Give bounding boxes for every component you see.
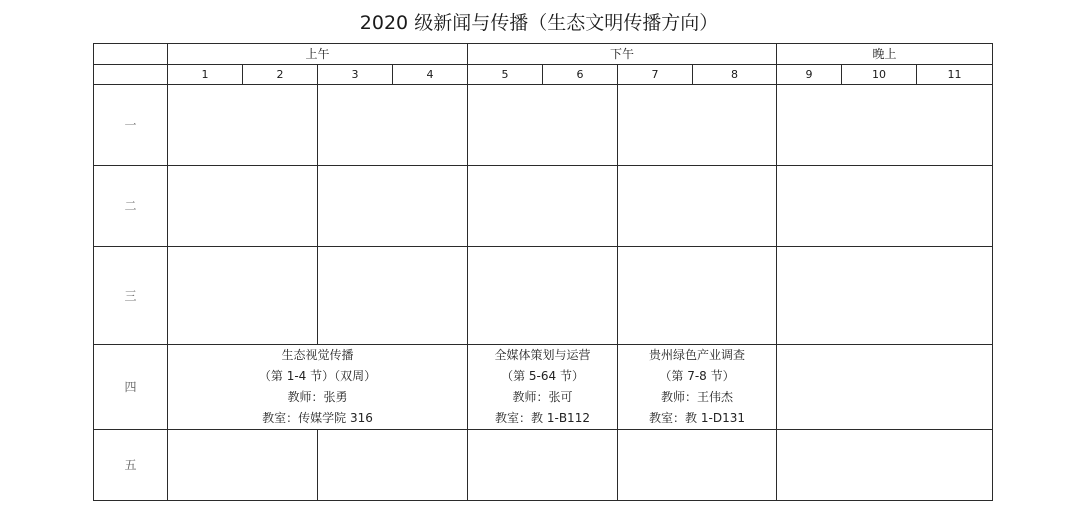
schedule-cell	[318, 166, 468, 247]
schedule-cell	[468, 85, 618, 166]
day-label: 二	[94, 166, 168, 247]
schedule-cell	[618, 85, 777, 166]
period-group-header-row	[94, 44, 993, 65]
period-number: 10	[842, 65, 917, 85]
schedule-cell	[318, 85, 468, 166]
corner-cell	[94, 65, 168, 85]
schedule-cell	[318, 247, 468, 345]
schedule-cell	[468, 166, 618, 247]
course-room: 教室：传媒学院 316	[262, 411, 373, 425]
period-number: 4	[393, 65, 468, 85]
course-name: 生态视觉传播	[281, 348, 354, 362]
schedule-cell	[168, 166, 318, 247]
course-cell	[618, 345, 777, 430]
day-row-monday	[94, 85, 993, 166]
evening-header: 晚上	[777, 44, 993, 65]
course-weeks: （第 1-4 节）（双周）	[258, 369, 377, 383]
schedule-cell	[468, 430, 618, 501]
course-block	[168, 345, 467, 429]
schedule-cell	[777, 345, 993, 430]
schedule-cell	[468, 247, 618, 345]
course-name: 全媒体策划与运营	[494, 348, 591, 362]
period-number: 8	[693, 65, 777, 85]
day-label: 一	[94, 85, 168, 166]
schedule-cell	[168, 247, 318, 345]
day-row-friday	[94, 430, 993, 501]
schedule-cell	[168, 85, 318, 166]
day-row-thursday	[94, 345, 993, 430]
morning-header: 上午	[168, 44, 468, 65]
day-label: 五	[94, 430, 168, 501]
course-name: 贵州绿色产业调查	[649, 348, 746, 362]
schedule-cell	[168, 430, 318, 501]
schedule-cell	[777, 85, 993, 166]
course-teacher: 教师：张可	[512, 390, 573, 404]
schedule-cell	[777, 430, 993, 501]
page-title: 2020 级新闻与传播（生态文明传播方向）	[359, 12, 719, 34]
schedule-cell	[618, 247, 777, 345]
schedule-cell	[777, 166, 993, 247]
schedule-table	[93, 43, 993, 501]
course-block	[468, 345, 617, 429]
course-teacher: 教师：张勇	[287, 390, 348, 404]
period-number: 2	[243, 65, 318, 85]
course-weeks: （第 7-8 节）	[659, 369, 735, 383]
course-room: 教室：教 1-D131	[649, 411, 745, 425]
day-row-tuesday	[94, 166, 993, 247]
day-row-wednesday	[94, 247, 993, 345]
period-number-row	[94, 65, 993, 85]
schedule-cell	[318, 430, 468, 501]
period-number: 9	[777, 65, 842, 85]
period-number: 6	[543, 65, 618, 85]
course-teacher: 教师：王伟杰	[661, 390, 734, 404]
period-number: 11	[917, 65, 993, 85]
period-number: 7	[618, 65, 693, 85]
corner-cell	[94, 44, 168, 65]
course-weeks: （第 5-64 节）	[501, 369, 584, 383]
course-cell	[168, 345, 468, 430]
day-label: 三	[94, 247, 168, 345]
day-label: 四	[94, 345, 168, 430]
course-cell	[468, 345, 618, 430]
schedule-cell	[777, 247, 993, 345]
period-number: 3	[318, 65, 393, 85]
course-block	[618, 345, 776, 429]
schedule-cell	[618, 166, 777, 247]
course-room: 教室：教 1-B112	[495, 411, 590, 425]
schedule-cell	[618, 430, 777, 501]
afternoon-header: 下午	[468, 44, 777, 65]
period-number: 5	[468, 65, 543, 85]
period-number: 1	[168, 65, 243, 85]
